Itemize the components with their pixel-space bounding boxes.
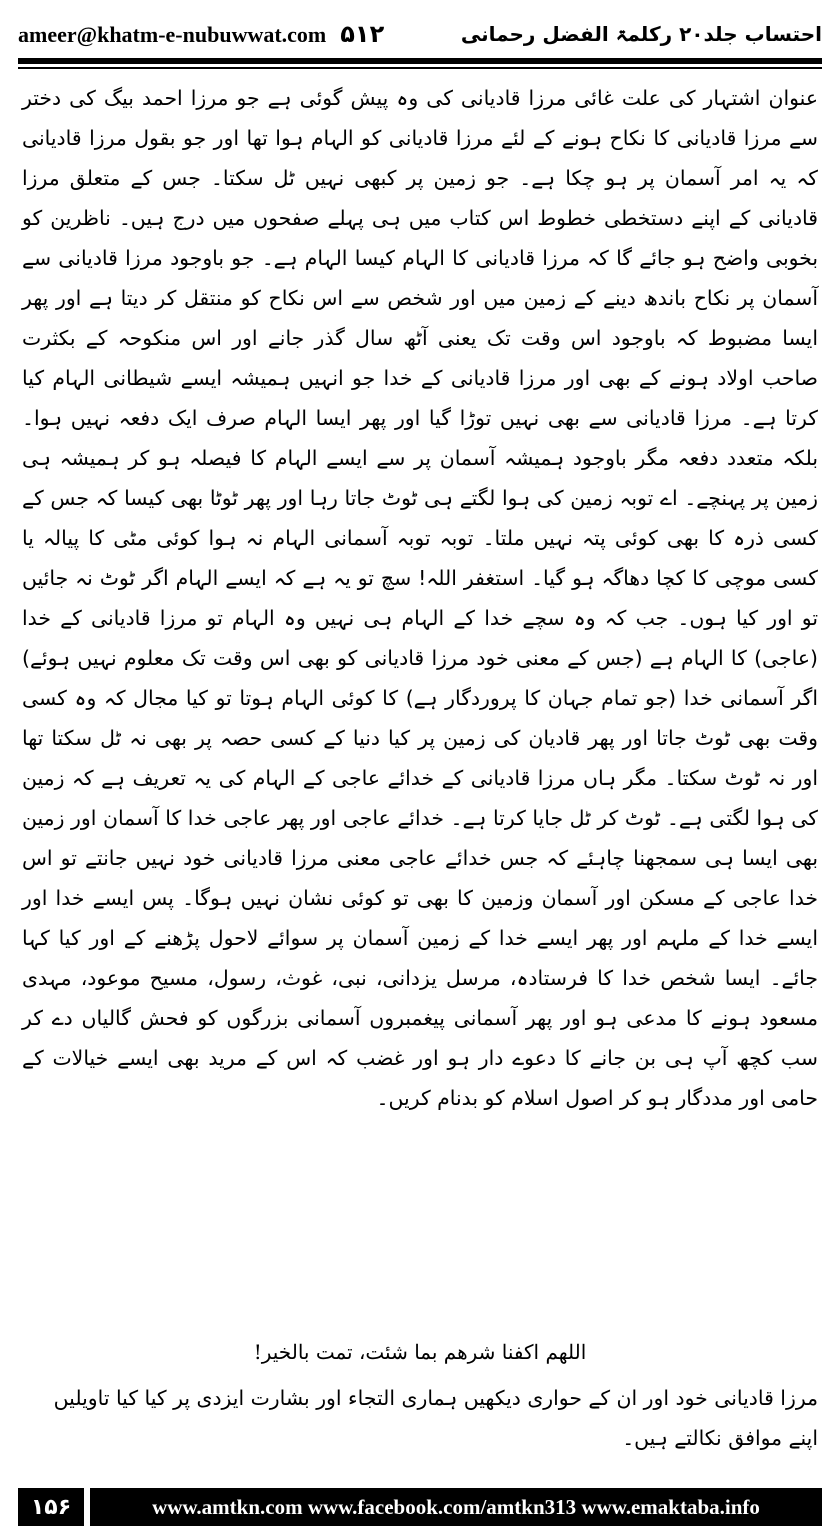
header-page-number: ۵۱۲ (340, 20, 385, 48)
page-footer (18, 1488, 822, 1526)
header-book-title: احتساب جلد۲۰ رکلمۃ الفضل رحمانی (460, 22, 822, 46)
header-rule-thick (18, 58, 822, 64)
footer-links: www.amtkn.com www.facebook.com/amtkn313 www.emaktaba.info (90, 1488, 822, 1526)
closing-paragraph: مرزا قادیانی خود اور ان کے حواری دیکھیں ہماری التجاء اور بشارت ایزدی پر کیا کیا تاویلیں اپنے موافق نکالتے ہیں۔ (53, 1386, 818, 1450)
arabic-prayer-line: اللهم اكفنا شرهم بما شئت، تمت بالخير! (253, 1340, 587, 1364)
page-header (18, 14, 822, 54)
header-email: ameer@khatm-e-nubuwwat.com (18, 22, 327, 47)
header-left (18, 20, 384, 48)
footer-page-number: ۱۵۶ (18, 1488, 84, 1526)
header-rule-thin (18, 67, 822, 69)
body-text (22, 78, 818, 1118)
body-paragraph: عنوان اشتہار کی علت غائی مرزا قادیانی کی وہ پیش گوئی ہے جو مرزا احمد بیگ کی دختر سے مرزا قادیانی کا نکاح ہونے کے لئے مرزا قادیانی کو الہام ہوا تھا اور جو بقول مرزا قادیانی کہ یہ امر آسمان پر ہو چکا ہے۔ جو زمین پر کبھی نہیں ٹل سکتا۔ جس کے متعلق مرزا قادیانی کے اپنے دستخطی خطوط اس کتاب میں ہی پہلے صفحوں میں درج ہیں۔ ناظرین کو بخوبی واضح ہو جائے گا کہ مرزا قادیانی کا الہام کیسا الہام ہے۔ جو باوجود مرزا قادیانی سے آسمان پر نکاح باندھ دینے کے زمین میں اور شخص سے اس نکاح کو منتقل کر دیتا ہے اور پھر ایسا مضبوط کہ باوجود اس وقت تک یعنی آٹھ سال گذر جانے اور اس منکوحہ کے بکثرت صاحب اولاد ہونے کے بھی اور مرزا قادیانی کے خدا جو انہیں ہمیشہ ایسے شیطانی الہام کیا کرتا ہے۔ مرزا قادیانی سے بھی نہیں توڑا گیا اور پھر ایسا الہام صرف ایک دفعہ نہیں ہوا۔ بلکہ متعدد دفعہ مگر باوجود ہمیشہ آسمان پر سے ایسے الہام کا فیصلہ ہو کر ہمیشہ ہی زمین پر پہنچے۔ اے توبہ زمین کی ہوا لگتے ہی ٹوٹ جاتا رہا اور پھر ٹوٹا بھی کیسا کہ جس کے کسی ذرہ کا بھی کوئی پتہ نہیں ملتا۔ توبہ توبہ آسمانی الہام نہ ہوا کوئی مٹی کا پیالہ یا کسی موچی کا کچا دھاگہ ہو گیا۔ استغفر اللہ! سچ تو یہ ہے کہ ایسے الہام اگر ٹوٹ نہ جائیں تو اور کیا ہوں۔ جب کہ وہ سچے خدا کے الہام ہی نہیں وہ الہام تو مرزا قادیانی کے خدا (عاجی) کا الہام ہے (جس کے معنی خود مرزا قادیانی کو بھی اس وقت تک معلوم نہیں ہوئے) اگر آسمانی خدا (جو تمام جہان کا پروردگار ہے) کا کوئی الہام ہوتا تو کیا مجال کہ وہ کسی وقت بھی ٹوٹ جاتا اور پھر قادیان کی زمین پر کیا دنیا کے کسی حصہ پر بھی نہ ٹل سکتا تھا اور نہ ٹوٹ سکتا۔ مگر ہاں مرزا قادیانی کے خدائے عاجی کے الہام کی یہ تعریف ہے کہ زمین کی ہوا لگتی ہے۔ ٹوٹ کر ٹل جایا کرتا ہے۔ خدائے عاجی اور پھر عاجی خدا کا آسمان اور زمین بھی ایسا ہی سمجھنا چاہئے کہ جس خدائے عاجی معنی مرزا قادیانی خود نہیں جانتے تو اس خدا عاجی کے مسکن اور آسمان وزمین کا بھی تو کوئی نشان نہیں ہوگا۔ پس ایسے خدا اور ایسے خدا کے ملہم اور پھر ایسے خدا کے زمین آسمان پر سوائے لاحول پڑھنے کے اور کیا کہا جائے۔ ایسا شخص خدا کا فرستادہ، مرسل یزدانی، نبی، غوث، رسول، مسیح موعود، مہدی مسعود ہونے کا مدعی ہو اور پھر آسمانی پیغمبروں آسمانی بزرگوں کو فحش گالیاں دے کر سب کچھ آپ ہی بن جانے کا دعوے دار ہو اور غضب کہ اس کے مرید بھی ایسے خیالات کے حامی اور مددگار ہو کر اصول اسلام کو بدنام کریں۔ (22, 86, 818, 1110)
closing-text (22, 1378, 818, 1458)
